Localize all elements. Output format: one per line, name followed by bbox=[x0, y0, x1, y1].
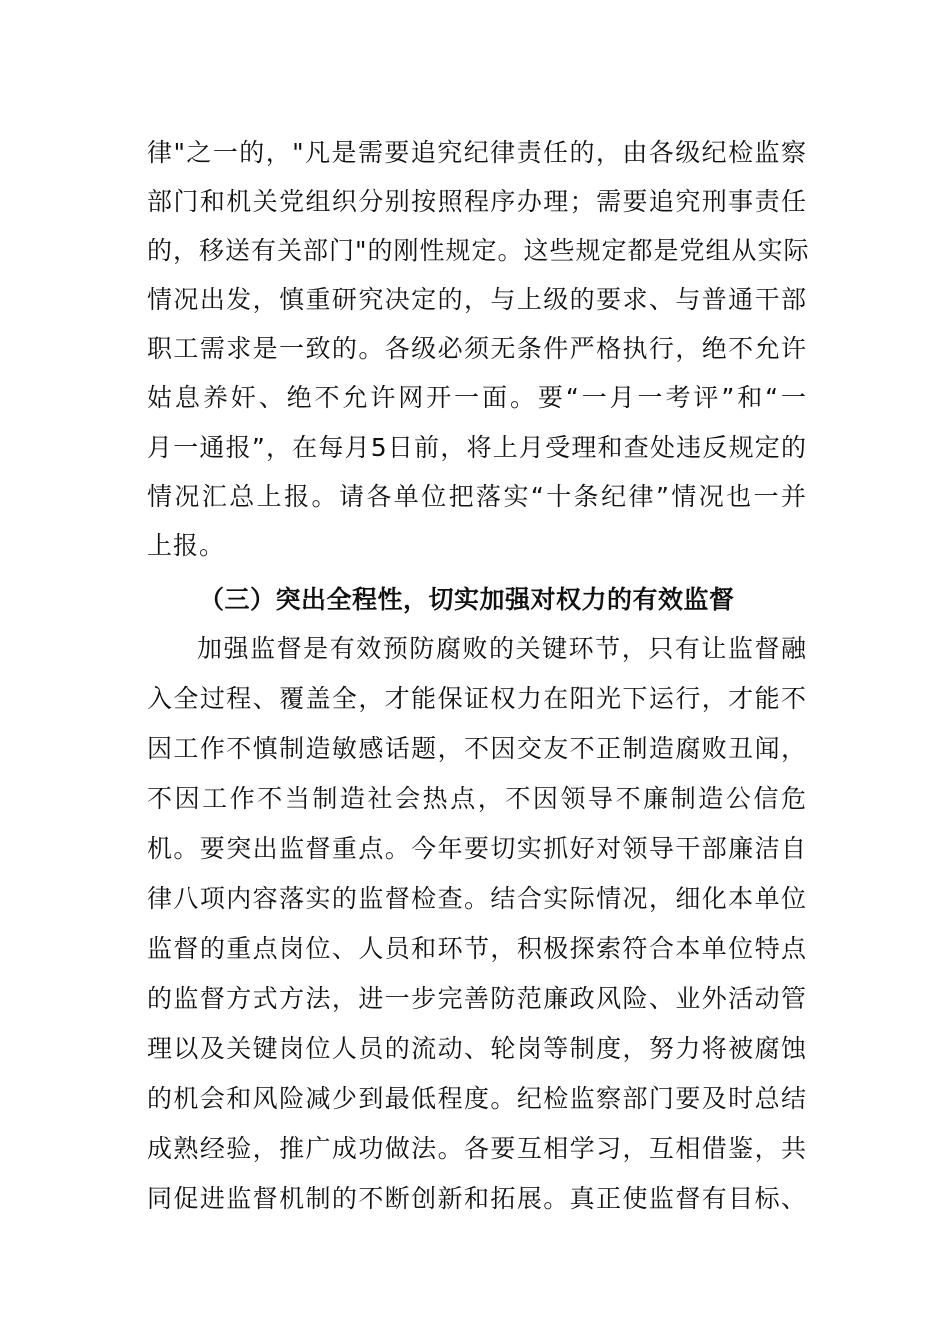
paragraph-2-line: 成熟经验，推广成功做法。各要互相学习，互相借鉴，共 bbox=[147, 1134, 807, 1163]
section-heading: （三）突出全程性，切实加强对权力的有效监督 bbox=[199, 585, 735, 614]
paragraph-1-line: 职工需求是一致的。各级必须无条件严格执行，绝不允许 bbox=[147, 334, 807, 363]
paragraph-2-line: 不因工作不当制造社会热点，不因领导不廉制造公信危 bbox=[147, 784, 807, 813]
paragraph-1-line: 律"之一的，"凡是需要追究纪律责任的，由各级纪检监察 bbox=[147, 138, 807, 167]
paragraph-2-line: 监督的重点岗位、人员和环节，积极探索符合本单位特点 bbox=[147, 934, 807, 963]
paragraph-1-line: 姑息养奸、绝不允许网开一面。要“一月一考评”和“一 bbox=[147, 383, 807, 412]
paragraph-2-line: 律八项内容落实的监督检查。结合实际情况，细化本单位 bbox=[147, 884, 807, 913]
paragraph-2-line: 入全过程、覆盖全，才能保证权力在阳光下运行，才能不 bbox=[147, 684, 807, 713]
paragraph-2-line: 因工作不慎制造敏感话题，不因交友不正制造腐败丑闻， bbox=[147, 734, 807, 763]
paragraph-2-line: 机。要突出监督重点。今年要切实抓好对领导干部廉洁自 bbox=[147, 834, 807, 863]
paragraph-1-line: 上报。 bbox=[147, 531, 226, 560]
paragraph-1-line: 部门和机关党组织分别按照程序办理；需要追究刑事责任 bbox=[147, 187, 807, 216]
paragraph-2-line: 的机会和风险减少到最低程度。纪检监察部门要及时总结 bbox=[147, 1084, 807, 1113]
paragraph-1-line: 月一通报”，在每月5日前，将上月受理和查处违反规定的 bbox=[147, 433, 807, 462]
paragraph-2-line: 同促进监督机制的不断创新和拓展。真正使监督有目标、 bbox=[147, 1184, 807, 1213]
paragraph-2-line: 理以及关键岗位人员的流动、轮岗等制度，努力将被腐蚀 bbox=[147, 1034, 807, 1063]
paragraph-2-line: 加强监督是有效预防腐败的关键环节，只有让监督融 bbox=[197, 634, 807, 663]
paragraph-1-line: 的，移送有关部门"的刚性规定。这些规定都是党组从实际 bbox=[147, 236, 810, 265]
paragraph-1-line: 情况汇总上报。请各单位把落实“十条纪律”情况也一并 bbox=[147, 482, 807, 511]
paragraph-2-line: 的监督方式方法，进一步完善防范廉政风险、业外活动管 bbox=[147, 984, 807, 1013]
paragraph-1-line: 情况出发，慎重研究决定的，与上级的要求、与普通干部 bbox=[147, 285, 807, 314]
